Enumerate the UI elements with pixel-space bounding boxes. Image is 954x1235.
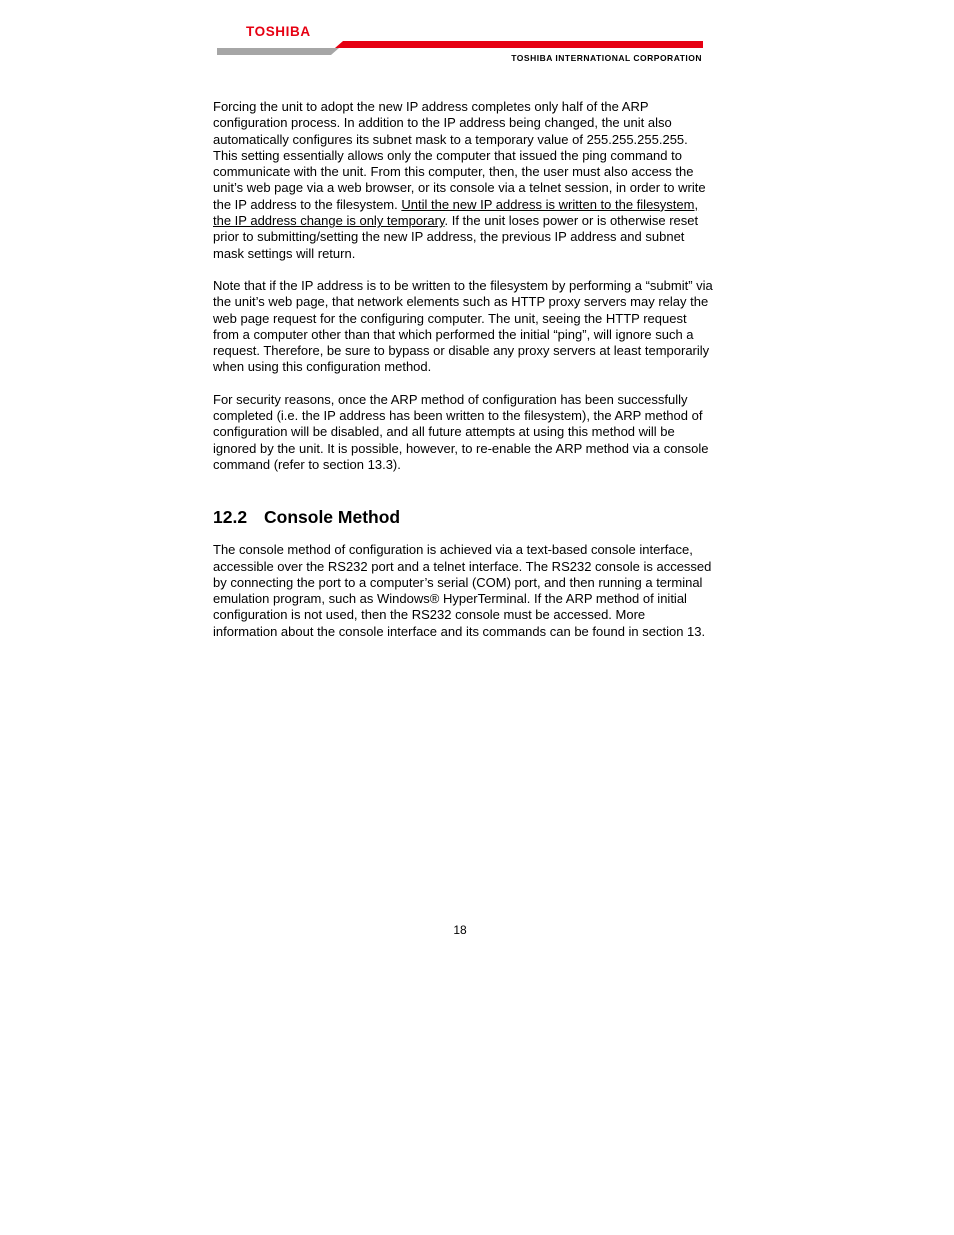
paragraph-security: For security reasons, once the ARP method of configuration has been successfully completed (i.e. the IP address has been written to the filesystem), the ARP method of configuration will be disabled, and all future attempts at using this method will be ignored by the unit. It is possible, however, to re-enable the ARP method via a console command (refer to section 13.3). [213, 391, 709, 472]
paragraph-text: Forcing the unit to adopt the new IP address completes only half of the ARP configuration process. In addition to the IP address being changed, the unit also automatically configures its subnet mask to a temporary value of 255.255.255.255. This setting essentially allows only the computer that issued the ping command to communicate with the unit. From this computer, then, the user must also access the unit’s web page via a web browser, or its console via a telnet session, in order to write the IP address to the filesystem. [213, 99, 706, 212]
section-title: Console Method [264, 507, 401, 528]
page-content [213, 99, 713, 656]
paragraph-console-method: The console method of configuration is achieved via a text-based console interface, accessible over the RS232 port and a telnet interface. The RS232 console is accessed by connecting the port to a computer’s serial (COM) port, and then running a terminal emulation program, such as Windows® HyperTerminal. If the ARP method of initial configuration is not used, then the RS232 console must be accessed. More information about the console interface and its commands can be found in section 13. [213, 542, 712, 639]
paragraph-text: . If the unit loses power or is otherwise reset prior to submitting/setting the new IP address, the previous IP address and subnet mask settings will return. [213, 213, 699, 261]
header-stripe-red [335, 41, 703, 48]
corporation-name: TOSHIBA INTERNATIONAL CORPORATION [511, 53, 702, 63]
paragraph-arp-forcing [213, 99, 713, 262]
page-number: 18 [453, 923, 467, 937]
header-stripe-gray [217, 48, 339, 55]
toshiba-logo: TOSHIBA [246, 24, 311, 39]
underlined-warning: Until the new IP address is written to the filesystem, the IP address change is only temporary [213, 196, 699, 229]
section-number: 12.2 [213, 507, 248, 528]
page-header [0, 0, 954, 70]
paragraph-proxy-note: Note that if the IP address is to be written to the filesystem by performing a “submit” via the unit’s web page, that network elements such as HTTP proxy servers may relay the web page request for the configuring computer. The unit, seeing the HTTP request from a computer other than that which performed the initial “ping”, will ignore such a request. Therefore, be sure to bypass or disable any proxy servers at least temporarily when using this configuration method. [213, 277, 713, 375]
section-heading [213, 506, 713, 528]
